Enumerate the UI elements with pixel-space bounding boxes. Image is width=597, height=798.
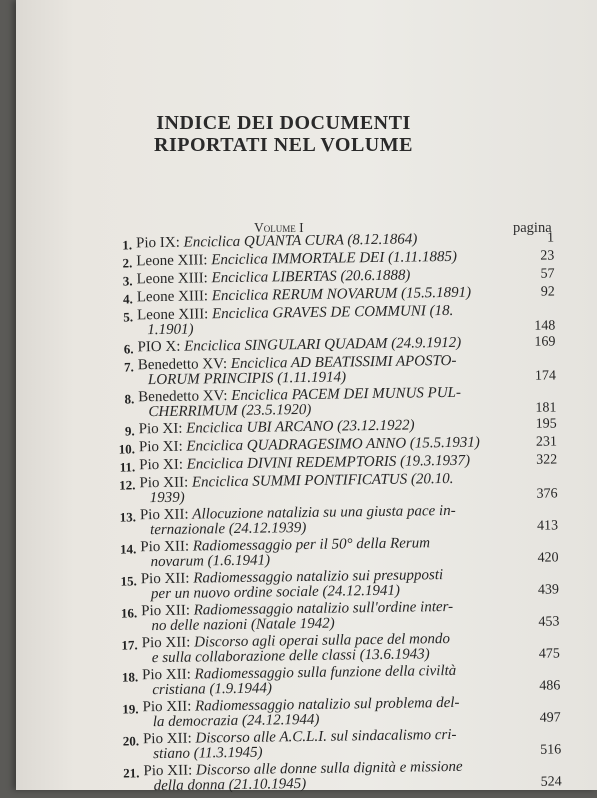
entry-page-number: 439 (537, 582, 560, 598)
page-column-header: pagina (513, 220, 552, 236)
entry-title-line-2: la democrazia (24.12.1944) (152, 711, 320, 731)
entry-page-number: 57 (540, 266, 555, 282)
entry-title (140, 535, 510, 570)
entry-number: 11. (119, 459, 136, 475)
entry-number: 9. (124, 423, 135, 439)
entry-title-line-1: Pio XII: Discorso alle A.C.L.I. sul sindacalismo cri- (142, 726, 457, 748)
entry-title (138, 353, 508, 388)
entry-number: 2. (122, 255, 133, 271)
entry-title (142, 631, 512, 666)
entry-title: Leone XIII: Enciclica IMMORTALE DEI (1.11.1885) (136, 248, 458, 270)
entry-number: 7. (123, 359, 134, 375)
entry-number: 12. (119, 477, 136, 493)
entry-title (143, 727, 513, 762)
entry-page-number: 486 (539, 678, 561, 694)
entry-number: 3. (122, 273, 133, 289)
entry-title-line-1: Pio XII: Allocuzione natalizia su una giusta pace in- (139, 502, 456, 524)
entry-title (140, 503, 510, 538)
entry-title-line-2: CHERRIMUM (23.5.1920) (148, 401, 312, 421)
document-index-list (16, 230, 597, 798)
entry-title-line-2: della donna (21.10.1945) (153, 776, 307, 795)
entry-title: Leone XIII: Enciclica LIBERTAS (20.6.1888) (136, 267, 411, 288)
entry-title: Leone XIII: Enciclica RERUM NOVARUM (15.5.1891) (136, 284, 472, 306)
entry-title-line-2: 1939) (149, 489, 185, 507)
entry-page-number: 169 (534, 334, 556, 350)
entry-page-number: 453 (538, 614, 560, 630)
entry-number: 6. (123, 341, 134, 357)
entry-title (142, 663, 512, 698)
entry-number: 13. (119, 509, 137, 525)
entry-page-number: 516 (540, 742, 562, 758)
entry-number: 14. (119, 541, 137, 557)
entry-title (142, 695, 512, 730)
entry-page-number: 497 (539, 710, 561, 726)
book-page (16, 0, 597, 795)
index-entry (23, 758, 597, 798)
entry-page-number: 195 (535, 416, 557, 432)
entry-number: 4. (123, 291, 133, 307)
entry-title-line-2: 1.1901) (147, 321, 194, 339)
entry-title-line-2: no delle nazioni (Natale 1942) (151, 615, 335, 635)
entry-page-number: 413 (536, 518, 559, 534)
entry-title-line-2: per un nuovo ordine sociale (24.12.1941) (150, 582, 401, 603)
entry-title-line-1: Pio XII: Radiomessaggio natalizio sull'ordine inter- (141, 598, 454, 620)
entry-title (141, 599, 511, 634)
entry-title: PIO X: Enciclica SINGULARI QUADAM (24.9.1912) (137, 334, 462, 356)
entry-title: Pio XI: Enciclica DIVINI REDEMPTORIS (19.3.1937) (139, 452, 471, 474)
title-line-2: RIPORTATI NEL VOLUME (154, 134, 413, 156)
entry-page-number: 181 (535, 400, 557, 416)
entry-title: Pio XI: Enciclica QUADRAGESIMO ANNO (15.5.1931) (138, 434, 480, 456)
entry-number: 21. (123, 765, 140, 781)
entry-page-number: 475 (538, 646, 560, 662)
volume-label: Volume I (254, 220, 304, 235)
entry-title-line-1: Benedetto XV: Enciclica AD BEATISSIMI APOSTO- (137, 352, 457, 374)
entry-title (137, 303, 507, 338)
entry-page-number: 92 (540, 284, 555, 300)
entry-page-number: 231 (535, 434, 558, 450)
entry-title-line-2: cristiana (1.9.1944) (152, 680, 273, 699)
entry-title: Pio IX: Enciclica QUANTA CURA (8.12.1864) (135, 231, 418, 252)
entry-title-line-1: Pio XII: Discorso alle donne sulla dignità e missione (143, 758, 463, 780)
entry-page-number: 322 (536, 452, 558, 468)
entry-title (138, 385, 508, 420)
entry-title-line-1: Benedetto XV: Enciclica PACEM DEI MUNUS PUL- (138, 384, 462, 406)
entry-page-number: 23 (540, 248, 555, 264)
title-line-1: INDICE DEI DOCUMENTI (156, 112, 411, 134)
entry-title-line-2: ternazionale (24.12.1939) (149, 519, 307, 539)
entry-page-number: 420 (537, 550, 559, 566)
entry-number: 15. (120, 573, 137, 589)
entry-title (143, 759, 513, 794)
entry-number: 20. (122, 733, 140, 749)
entry-title-line-2: stiano (11.3.1945) (153, 744, 263, 763)
entry-title-line-1: Pio XII: Radiomessaggio per il 50° della Rerum (140, 535, 431, 556)
entry-number: 5. (123, 309, 134, 325)
entry-number: 18. (121, 669, 139, 685)
entry-number: 16. (120, 605, 138, 621)
entry-title (141, 567, 511, 602)
entry-title: Pio XI: Enciclica UBI ARCANO (23.12.1922) (138, 417, 415, 438)
entry-title-line-1: Pio XII: Discorso agli operai sulla pace del mondo (141, 630, 451, 652)
entry-number: 17. (121, 637, 138, 653)
entry-number: 10. (118, 441, 136, 457)
entry-page-number: 376 (536, 486, 558, 502)
page-title (16, 112, 551, 156)
entry-title-line-1: Leone XIII: Enciclica GRAVES DE COMMUNI (18. (136, 302, 454, 324)
entry-title-line-1: Pio XII: Enciclica SUMMI PONTIFICATUS (20.10. (139, 470, 454, 492)
entry-number: 8. (124, 391, 135, 407)
entry-page-number: 174 (534, 368, 557, 384)
entry-page-number: 148 (534, 318, 556, 334)
entry-number: 19. (122, 701, 139, 717)
entry-title-line-1: Pio XII: Radiomessaggio natalizio sui presupposti (140, 567, 444, 588)
entry-page-number: 524 (540, 774, 562, 790)
entry-title-line-1: Pio XII: Radiomessaggio sulla funzione della civiltà (142, 662, 457, 684)
entry-title-line-2: novarum (1.6.1941) (150, 552, 271, 571)
entry-title-line-1: Pio XII: Radiomessaggio natalizio sul problema del- (142, 694, 460, 716)
entry-page-number: 1 (546, 230, 555, 246)
entry-title-line-2: LORUM PRINCIPIS (1.11.1914) (147, 369, 347, 389)
entry-title-line-2: e sulla collaborazione delle classi (13.6.1943) (151, 646, 430, 667)
entry-title (139, 471, 509, 506)
entry-number: 1. (122, 237, 133, 253)
